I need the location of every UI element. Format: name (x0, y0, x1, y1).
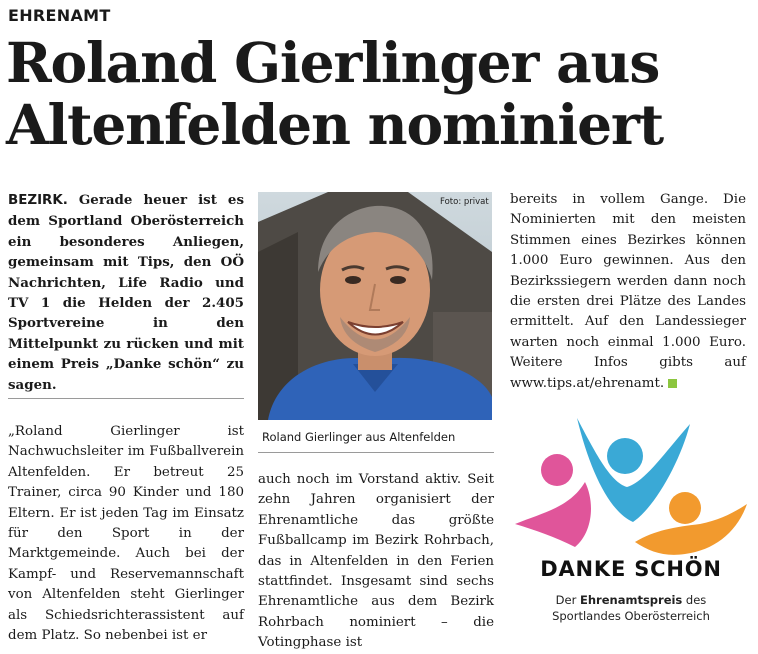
tagline-line2: Sportlandes Oberösterreich (552, 609, 710, 623)
body-column-3-text: bereits in vollem Gange. Die Nominierten mit den meisten Stimmen eines Bezirkes können 1.000 Euro gewinnen. Aus den Bezirkssiegern werden dann noch die ersten drei Plätze des Landes ermittelt. Auf den Landessieger warten noch einmal 1.000 Euro. Weitere Infos gibts auf www.tips.at/ehrenamt. (510, 192, 746, 391)
award-tagline (515, 592, 747, 624)
tagline-suffix: des (682, 593, 707, 607)
article-end-mark (668, 379, 677, 388)
photo-credit: Foto: privat (440, 197, 489, 207)
body-column-1: „Roland Gierlinger ist Nachwuchsleiter im Fußballverein Altenfelden. Er betreut 25 Trainer, circa 90 Kinder und 180 Eltern. Er ist jeden Tag im Einsatz für den Sport in der Marktgemeinde. Auch bei der Kampf- und Reservemannschaft von Altenfelden steht Gierlinger als Schiedsrichterassistent auf dem Platz. So nebenbei ist er (8, 424, 244, 644)
lead-divider (8, 398, 244, 399)
danke-schoen-title: DANKE SCHÖN (540, 557, 722, 581)
tagline-prefix: Der (555, 593, 580, 607)
article-headline: Roland Gierlinger aus Altenfelden nominiert (6, 30, 663, 157)
article-lead (8, 190, 244, 395)
portrait-photo (258, 192, 492, 420)
body-column-3 (510, 190, 746, 394)
lead-text: Gerade heuer ist es dem Sportland Oberösterreich ein besonderes Anliegen, gemeinsam mit Tips, den OÖ Nachrichten, Life Radio und TV 1 die Helden der 2.405 Sportvereine in den Mittelpunkt zu rücken und mit einem Preis „Danke schön“ zu sagen. (8, 192, 244, 393)
lead-location-tag: BEZIRK. (8, 193, 68, 208)
caption-divider (258, 452, 494, 453)
body-column-2: auch noch im Vorstand aktiv. Seit zehn Jahren organisiert der Ehrenamtliche das größte Fußballcamp im Bezirk Rohrbach, das in Altenfelden in den Ferien stattfindet. Insgesamt sind sechs Ehrenamtliche aus dem Bezirk Rohrbach nominiert – die Votingphase ist (258, 472, 494, 651)
tagline-award-name: Ehrenamtspreis (580, 593, 683, 607)
photo-caption: Roland Gierlinger aus Altenfelden (262, 430, 456, 444)
section-kicker: EHRENAMT (8, 6, 111, 25)
pink-figure-icon (515, 454, 591, 547)
danke-schoen-logo (515, 412, 747, 562)
